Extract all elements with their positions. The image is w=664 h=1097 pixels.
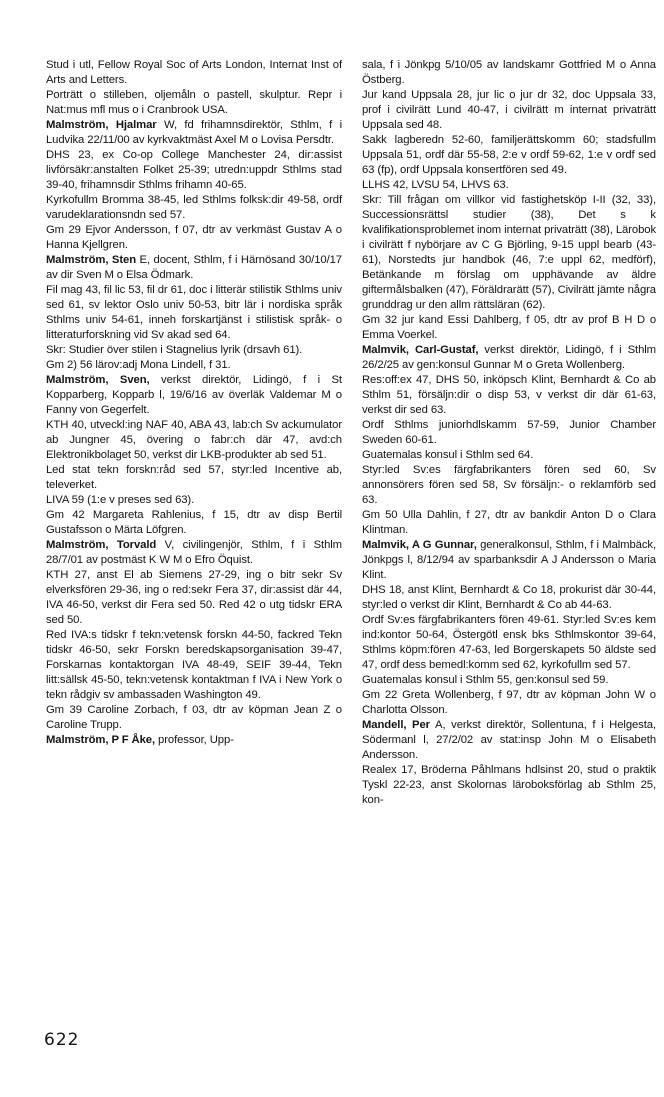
entry-text: DHS 18, anst Klint, Bernhardt & Co 18, prokurist där 30-44, styr:led o verkst dir Klint, Bernhardt & Co ab 44-63. [362,584,656,611]
entry-headword: Malmström, P F Åke, [46,734,156,746]
entry-paragraph [46,628,342,703]
right-column [362,58,656,808]
entry-paragraph [46,58,342,88]
entry-paragraph [362,583,656,613]
entry-paragraph [362,193,656,313]
entry-paragraph [362,133,656,178]
entry-text: Realex 17, Bröderna Påhlmans hdlsinst 20, stud o praktik Tyskl 22-23, anst Skolornas läroboksförlag ab Sthlm 25, kon- [362,764,656,806]
entry-paragraph [46,88,342,118]
entry-paragraph [46,118,342,148]
entry [46,253,342,373]
entry-text: KTH 40, utveckl:ing NAF 40, ABA 43, lab:ch Sv ackumulator ab Jungner 45, övering o fabr:ch där 47, avd:ch Elektronikbolaget 50, verkst dir LKB-produkter ab sed 51. [46,419,342,461]
page-number: 622 [44,1030,80,1050]
entry-paragraph [46,418,342,463]
entry-headword: Malmström, Hjalmar [46,119,157,131]
entry-paragraph [362,688,656,718]
entry-headword: Mandell, Per [362,719,430,731]
entry-paragraph [362,58,656,88]
entry-text: DHS 23, ex Co-op College Manchester 24, dir:assist livförsäkr:anstalten Folket 25-39; utredn:uppdr Sthlms stad 39-40, frihamnsdir Sthlms frihamn 40-65. [46,149,342,191]
entry-text: Jur kand Uppsala 28, jur lic o jur dr 32, doc Uppsala 33, prof i civilrätt Lund 40-47, i civilrätt m internat privaträtt Uppsala sed 48. [362,89,656,131]
entry-paragraph [46,253,342,283]
entry [46,58,342,118]
entry-text: generalkonsul, Sthlm, f i Malmbäck, Jönkpgs l, 8/12/94 av sparbanksdir A J Andersson o Maria Klint. [362,539,656,581]
entry-headword: Malmvik, Carl-Gustaf, [362,344,479,356]
entry-paragraph [46,493,342,508]
entry-text: Ordf Sthlms juniorhdlskamm 57-59, Junior Chamber Sweden 60-61. [362,419,656,446]
entry [362,343,656,538]
entry-paragraph [362,463,656,508]
entry-paragraph [362,763,656,808]
entry-text: LIVA 59 (1:e v preses sed 63). [46,494,195,506]
entry-paragraph [362,178,656,193]
entry-paragraph [46,508,342,538]
entry-paragraph [46,568,342,628]
entry-text: Skr: Till frågan om villkor vid fastighetsköp I-II (32, 33), Successionsrättsl studier (38), Det s k kvalifikationsproblemet inom internat privaträtt (38), Lärobok i civilrätt f nybörjare av C G Björling, 9-15 uppl bearb (43-61), Norstedts jur handbok (46, 7:e uppl 62, medförf), Betänkande m förslag om upphävande av äldre giftermålsbalken (47), Föräldrarätt (57), Civilrätt jämte några grunddrag ur den allm rättsläran (62). [362,194,656,311]
entry-paragraph [362,343,656,373]
entry-paragraph [46,463,342,493]
entry-paragraph [46,358,342,373]
entry [362,718,656,808]
entry-paragraph [46,373,342,418]
entry-text: W, fd frihamnsdirektör, Sthlm, f i Ludvika 22/11/00 av kyrkvaktmäst Axel M o Lovisa Persdtr. [46,119,342,146]
entry-text: verkst direktör, Lidingö, f i Sthlm 26/2/25 av gen:konsul Gunnar M o Greta Wollenberg. [362,344,656,371]
entry-text: Gm 2) 56 lärov:adj Mona Lindell, f 31. [46,359,231,371]
entry-headword: Malmström, Sven, [46,374,150,386]
entry [46,118,342,253]
entry-text: A, verkst direktör, Sollentuna, f i Helgesta, Södermanl l, 27/2/02 av stat:insp John M o Elisabeth Andersson. [362,719,656,761]
entry-paragraph [362,613,656,673]
entry-paragraph [362,418,656,448]
entry-paragraph [362,313,656,343]
entry-text: Sakk lagberedn 52-60, familjerättskomm 60; stadsfullm Uppsala 51, ordf där 55-58, 2:e v ordf 59-62, 1:e v ordf sed 63 (fp), ordf Uppsala konsertfören sed 49. [362,134,656,176]
entry-text: E, docent, Sthlm, f i Härnösand 30/10/17 av dir Sven M o Elsa Ödmark. [46,254,342,281]
entry-headword: Malmvik, A G Gunnar, [362,539,477,551]
entry-text: LLHS 42, LVSU 54, LHVS 63. [362,179,509,191]
entry-text: sala, f i Jönkpg 5/10/05 av landskamr Gottfried M o Anna Östberg. [362,59,656,86]
entry [46,538,342,733]
entry-text: Stud i utl, Fellow Royal Soc of Arts London, Internat Inst of Arts and Letters. [46,59,342,86]
entry-paragraph [46,538,342,568]
entry-paragraph [362,673,656,688]
entry-text: Kyrkofullm Bromma 38-45, led Sthlms folksk:dir 49-58, ordf varudeklarationsndn sed 57. [46,194,342,221]
entry-paragraph [362,718,656,763]
entry-text: professor, Upp- [155,734,234,746]
entry-headword: Malmström, Torvald [46,539,157,551]
entry [362,538,656,718]
entry-text: Red IVA:s tidskr f tekn:vetensk forskn 44-50, fackred Tekn tidskr 46-50, sekr Forskn beredskapsorganisation 39-47, Forskarnas kontaktorgan IVA 48-49, SEIF 39-44, Tekn litt:sällsk 45-50, tekn:vetensk kontaktman f IVA i New York o tekn rådgiv sv ambassaden Washington 49. [46,629,342,701]
entry-text: V, civilingenjör, Sthlm, f i Sthlm 28/7/01 av postmäst K W M o Efro Öquist. [46,539,342,566]
entry-paragraph [46,703,342,733]
entry-text: Gm 42 Margareta Rahlenius, f 15, dtr av disp Bertil Gustafsson o Märta Löfgren. [46,509,342,536]
entry [362,58,656,343]
entry-paragraph [362,538,656,583]
entry-text: Gm 29 Ejvor Andersson, f 07, dtr av verkmäst Gustav A o Hanna Kjellgren. [46,224,342,251]
entry-text: Res:off:ex 47, DHS 50, inköpsch Klint, Bernhardt & Co ab Sthlm 51, försäljn:dir o disp 53, v verkst dir där 61-63, verkst dir sed 63. [362,374,656,416]
entry-paragraph [362,373,656,418]
left-column [46,58,342,748]
entry-paragraph [362,508,656,538]
entry-text: Led stat tekn forskn:råd sed 57, styr:led Incentive ab, televerket. [46,464,342,491]
entry-paragraph [46,283,342,343]
entry-paragraph [46,193,342,223]
entry-text: Porträtt o stilleben, oljemåln o pastell, skulptur. Repr i Nat:mus mfl mus o i Cranbrook USA. [46,89,342,116]
entry-paragraph [362,88,656,133]
entry-text: Gm 22 Greta Wollenberg, f 97, dtr av köpman John W o Charlotta Olsson. [362,689,656,716]
entry-text: Gm 50 Ulla Dahlin, f 27, dtr av bankdir Anton D o Clara Klintman. [362,509,656,536]
entry-paragraph [46,343,342,358]
entry-text: Guatemalas konsul i Sthlm sed 64. [362,449,534,461]
entry-paragraph [46,223,342,253]
entry-text: Guatemalas konsul i Sthlm 55, gen:konsul sed 59. [362,674,609,686]
entry-text: Styr:led Sv:es färgfabrikanters fören sed 60, Sv annonsörers fören sed 58, Sv försäljn:- o reklamförb sed 63. [362,464,656,506]
entry-text: Fil mag 43, fil lic 53, fil dr 61, doc i litterär stilistik Sthlms univ sed 61, sv lektor Oslo univ 50-53, bitr lär i nordiska språk Sthlms univ 54-61, inneh forskartjänst i stilistisk språk- o litteraturforskning vid Sv akad sed 64. [46,284,342,341]
entry-text: Ordf Sv:es färgfabrikanters fören 49-61. Styr:led Sv:es kem ind:kontor 50-64, Östergötl ensk bks Sthlmskontor 39-64, Sthlms köpm:fören 47-63, led Borgerskapets 50 äldste sed 47, ordf dess bemedl:komm sed 62, kyrkofullm sed 57. [362,614,656,671]
entry-text: verkst direktör, Lidingö, f i St Kopparberg, Kopparb l, 19/6/16 av överläk Valdemar M o Fanny von Gegerfelt. [46,374,342,416]
entry-text: KTH 27, anst El ab Siemens 27-29, ing o bitr sekr Sv elverksfören 29-36, ing o red:sekr Fera 37, dir:assist där 44, IVA 46-50, verkst dir Fera sed 50. Red 42 o utg tidskr ERA sed 50. [46,569,342,626]
entry [46,733,342,748]
entry-text: Gm 32 jur kand Essi Dahlberg, f 05, dtr av prof B H D o Emma Voerkel. [362,314,656,341]
entry [46,373,342,538]
entry-text: Gm 39 Caroline Zorbach, f 03, dtr av köpman Jean Z o Caroline Trupp. [46,704,342,731]
entry-paragraph [46,148,342,193]
entry-headword: Malmström, Sten [46,254,137,266]
entry-paragraph [362,448,656,463]
entry-paragraph [46,733,342,748]
entry-text: Skr: Studier över stilen i Stagnelius lyrik (drsavh 61). [46,344,303,356]
